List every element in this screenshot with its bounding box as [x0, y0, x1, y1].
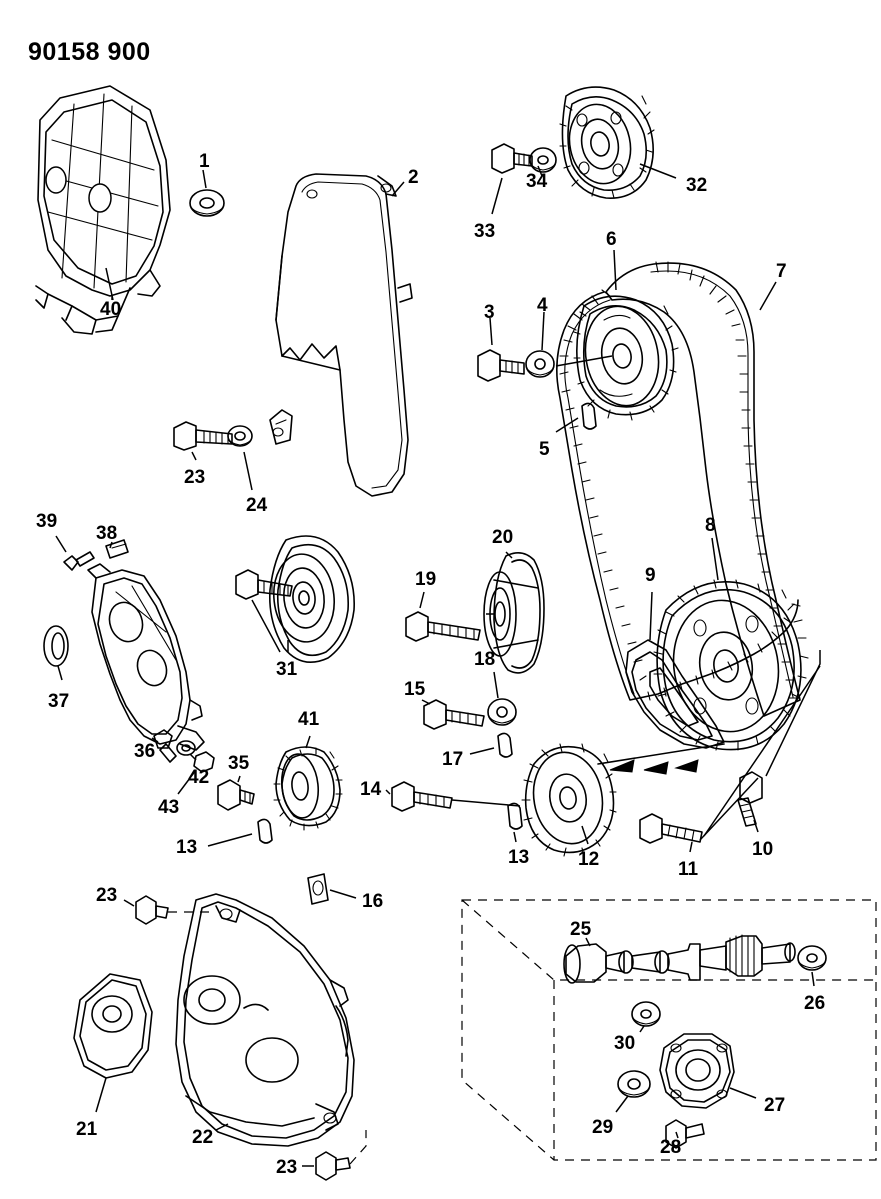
part-bolt-19: [406, 592, 480, 641]
callout-35: 35: [228, 753, 250, 774]
part-washer-4: [526, 312, 554, 377]
callout-5: 5: [539, 439, 550, 460]
callout-23-second: 23: [96, 885, 118, 906]
part-washer-29: [616, 1071, 650, 1112]
callout-41: 41: [298, 709, 320, 730]
drawing-number: 90158 900: [28, 38, 151, 66]
callout-43: 43: [158, 797, 180, 818]
callout-15: 15: [404, 679, 426, 700]
part-timing-belt-7: [557, 262, 800, 716]
callout-28: 28: [660, 1137, 682, 1158]
callout-9: 9: [645, 565, 656, 586]
callout-6: 6: [606, 229, 617, 250]
callout-7: 7: [776, 261, 787, 282]
callout-4: 4: [537, 295, 548, 316]
callout-11: 11: [678, 859, 699, 880]
callout-40: 40: [100, 299, 122, 320]
part-bolt-23c: [302, 1130, 366, 1180]
callout-39: 39: [36, 511, 58, 532]
part-screw-39: [56, 536, 94, 570]
part-balance-shaft-sprocket-41: [274, 736, 342, 830]
callout-31: 31: [276, 659, 298, 680]
callout-38: 38: [96, 523, 118, 544]
part-sprocket-32: [560, 87, 676, 198]
part-washer-1: [190, 170, 224, 216]
callout-3: 3: [484, 302, 495, 323]
callout-32: 32: [686, 175, 708, 196]
callout-37: 37: [48, 691, 70, 712]
callout-13-second: 13: [508, 847, 530, 868]
callout-19: 19: [415, 569, 437, 590]
callout-23-third: 23: [276, 1157, 298, 1178]
callout-13: 13: [176, 837, 198, 858]
callout-24: 24: [246, 495, 268, 516]
part-key-17: [470, 733, 512, 757]
part-seal-37: [44, 626, 68, 680]
callout-12: 12: [578, 849, 600, 870]
callout-16: 16: [362, 891, 384, 912]
callout-33: 33: [474, 221, 496, 242]
part-cover-plate-21: [74, 974, 152, 1112]
part-bolt-14: [386, 782, 520, 811]
callout-23: 23: [184, 467, 206, 488]
callout-25: 25: [570, 919, 592, 940]
part-washer-42: [177, 741, 196, 760]
part-balance-shaft-25: [564, 935, 795, 983]
part-bolt-35: [218, 776, 254, 810]
callout-2: 2: [408, 167, 419, 188]
callout-18: 18: [474, 649, 496, 670]
part-clip-16: [308, 874, 356, 904]
callout-42: 42: [188, 767, 210, 788]
callout-27: 27: [764, 1095, 786, 1116]
callout-26: 26: [804, 993, 826, 1014]
callout-30: 30: [614, 1033, 636, 1054]
part-key-13: [208, 819, 272, 846]
callout-17: 17: [442, 749, 464, 770]
part-washer-30: [632, 1002, 660, 1032]
part-timing-cover-lower-22: [176, 894, 354, 1146]
callout-34: 34: [526, 171, 548, 192]
callout-22: 22: [192, 1127, 214, 1148]
part-timing-cover-upper-2: [270, 174, 412, 496]
callout-10: 10: [752, 839, 774, 860]
part-tensioner-pulley-31: [236, 536, 354, 662]
part-inner-cover-40: [36, 86, 170, 334]
balance-shaft-assembly-box: [462, 900, 876, 1160]
part-crankshaft-sprocket-12: [522, 744, 616, 856]
callout-20: 20: [492, 527, 514, 548]
part-bolt-3: [478, 318, 524, 381]
callout-21: 21: [76, 1119, 98, 1140]
part-key-13b: [508, 803, 522, 842]
callout-8: 8: [705, 515, 716, 536]
part-bolt-23: [174, 422, 232, 460]
part-inner-cover-lower: [88, 564, 204, 750]
part-washer-18: [488, 672, 516, 725]
part-bolt-15: [422, 700, 484, 729]
part-sprocket-hub-27: [660, 1034, 756, 1108]
callout-36: 36: [134, 741, 156, 762]
callout-29: 29: [592, 1117, 614, 1138]
part-camshaft-sprocket-6: [556, 250, 678, 420]
callout-14: 14: [360, 779, 382, 800]
callout-1: 1: [199, 151, 210, 172]
